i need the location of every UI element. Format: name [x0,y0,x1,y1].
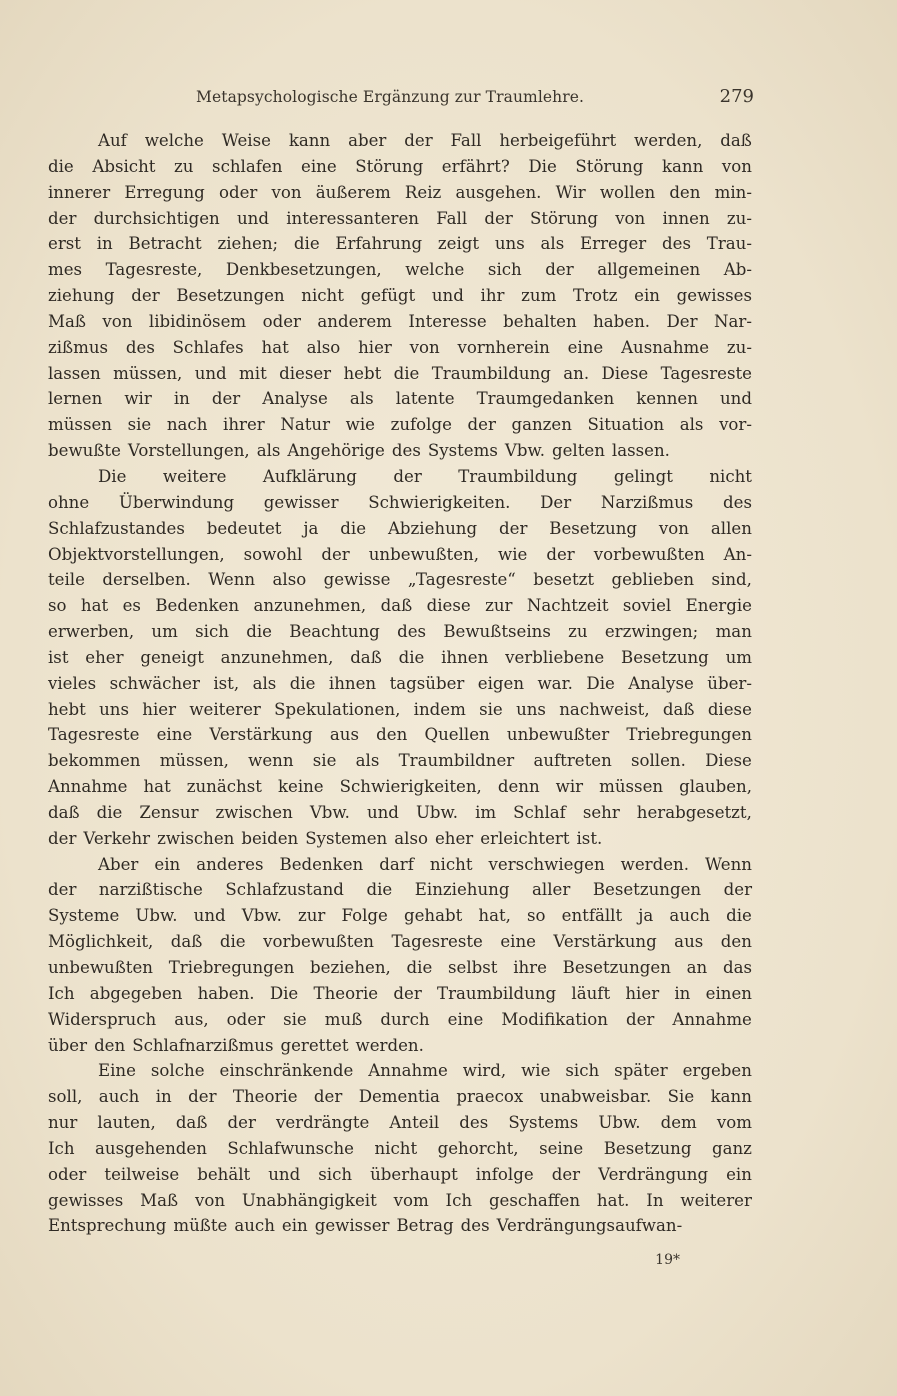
signature-mark: 19* [655,1252,680,1268]
text-line: Ich ausgehenden Schlafwunsche nicht gehorcht, seine Besetzung ganz [48,1138,752,1158]
text-line: innerer Erregung oder von äußerem Reiz ausgehen. Wir wollen den min- [48,182,752,202]
text-line: Annahme hat zunächst keine Schwierigkeiten, denn wir müssen glauben, [48,777,752,797]
text-line: bewußte Vorstellungen, als Angehörige des Systems Vbw. gelten lassen. [48,441,670,461]
text-line: zißmus des Schlafes hat also hier von vornherein eine Ausnahme zu- [48,337,752,357]
text-line: nur lauten, daß der verdrängte Anteil des Systems Ubw. dem vom [48,1113,752,1133]
text-line: daß die Zensur zwischen Vbw. und Ubw. im Schlaf sehr herabgesetzt, [48,802,752,822]
text-line: Entsprechung müßte auch ein gewisser Betrag des Verdrängungsaufwan- [48,1216,683,1236]
text-line: hebt uns hier weiterer Spekulationen, indem sie uns nachweist, daß diese [48,699,752,719]
text-line: gewisses Maß von Unabhängigkeit vom Ich geschaffen hat. In weiterer [48,1190,752,1210]
text-line: der narzißtische Schlafzustand die Einziehung aller Besetzungen der [48,880,752,900]
body-text [48,128,752,1239]
text-line: Aber ein anderes Bedenken darf nicht verschwiegen werden. Wenn [98,854,752,874]
paragraph [48,464,752,852]
text-line: so hat es Bedenken anzunehmen, daß diese zur Nachtzeit soviel Energie [48,596,752,616]
text-line: unbewußten Triebregungen beziehen, die selbst ihre Besetzungen an das [48,958,752,977]
text-line: erwerben, um sich die Beachtung des Bewußtseins zu erzwingen; man [48,622,752,642]
text-line: soll, auch in der Theorie der Dementia praecox unabweisbar. Sie kann [48,1087,752,1107]
paragraph [48,128,752,464]
text-line: oder teilweise behält und sich überhaupt infolge der Verdrängung ein [48,1164,752,1184]
running-title: Metapsychologische Ergänzung zur Traumlehre. [196,88,585,106]
text-line: Tagesreste eine Verstärkung aus den Quellen unbewußter Triebregungen [48,725,752,745]
text-line: der Verkehr zwischen beiden Systemen also eher erleichtert ist. [48,828,603,848]
text-line: müssen sie nach ihrer Natur wie zufolge der ganzen Situation als vor- [48,415,752,435]
running-head [48,84,752,114]
text-line: Widerspruch aus, oder sie muß durch eine Modifikation der Annahme [48,1009,752,1029]
text-line: vieles schwächer ist, als die ihnen tagsüber eigen war. Die Analyse über- [48,673,752,693]
page-number: 279 [719,86,754,107]
text-line: Ich abgegeben haben. Die Theorie der Traumbildung läuft hier in einen [48,983,752,1003]
text-line: ziehung der Besetzungen nicht gefügt und ihr zum Trotz ein gewisses [48,286,752,306]
text-line: teile derselben. Wenn also gewisse „Tagesreste“ besetzt geblieben sind, [48,570,752,590]
book-page [48,84,752,1374]
text-line: bekommen müssen, wenn sie als Traumbildner auftreten sollen. Diese [48,751,752,771]
text-line: über den Schlafnarzißmus gerettet werden. [48,1035,424,1055]
text-line: erst in Betracht ziehen; die Erfahrung zeigt uns als Erreger des Trau- [48,234,752,254]
paragraph [48,852,752,1059]
text-line: lernen wir in der Analyse als latente Traumgedanken kennen und [48,389,752,409]
text-line: die Absicht zu schlafen eine Störung erfährt? Die Störung kann von [48,156,752,176]
text-line: Möglichkeit, daß die vorbewußten Tagesreste eine Verstärkung aus den [48,932,752,952]
text-line: der durchsichtigen und interessanteren Fall der Störung von innen zu- [48,208,752,228]
text-line: ohne Überwindung gewisser Schwierigkeiten. Der Narzißmus des [48,492,752,512]
text-line: lassen müssen, und mit dieser hebt die Traumbildung an. Diese Tagesreste [48,363,752,383]
text-line: mes Tagesreste, Denkbesetzungen, welche sich der allgemeinen Ab- [48,260,752,280]
text-line: ist eher geneigt anzunehmen, daß die ihnen verbliebene Besetzung um [48,647,752,667]
text-line: Maß von libidinösem oder anderem Interesse behalten haben. Der Nar- [48,311,752,331]
text-line: Schlafzustandes bedeutet ja die Abziehung der Besetzung von allen [48,518,752,538]
text-line: Objektvorstellungen, sowohl der unbewußten, wie der vorbewußten An- [48,544,752,564]
text-line: Eine solche einschränkende Annahme wird, wie sich später ergeben [98,1061,752,1081]
text-line: Auf welche Weise kann aber der Fall herbeigeführt werden, daß [98,131,752,150]
text-line: Die weitere Aufklärung der Traumbildung gelingt nicht [98,466,752,486]
text-line: Systeme Ubw. und Vbw. zur Folge gehabt hat, so entfällt ja auch die [48,906,752,926]
paragraph [48,1058,752,1239]
